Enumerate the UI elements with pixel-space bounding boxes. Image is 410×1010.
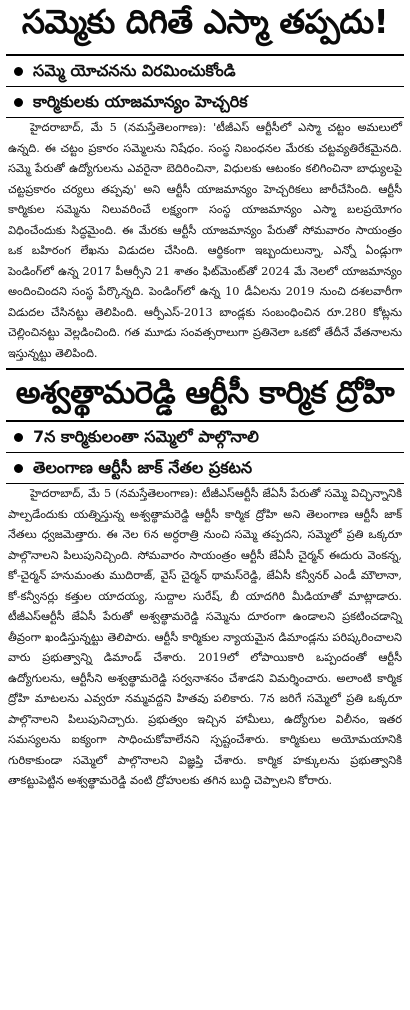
subheading xyxy=(6,453,404,483)
article-strike-esma xyxy=(6,2,404,364)
article-body xyxy=(6,484,404,792)
subheading-text: తెలంగాణ ఆర్టీసీ జాక్ నేతల ప్రకటన xyxy=(33,458,253,477)
body-paragraph: హైదరాబాద్, మే 5 (నమస్తేతెలంగాణ): 'టీజీఎస్ ఆర్టీసీలో ఎస్మా చట్టం అమలులో ఉన్నది. ఈ చట్టం ప్రకారం సమ్మెలను నిషేధం. సంస్థ నిబంధనల మేరకు చట్టవ్యతిరేకమైనది. సమ్మె పేరుతో ఉద్యోగులను ఎవరైనా బెదిరించినా, విధులకు ఆటంకం కలిగించినా బాధ్యులపై చట్టప్రకారం చర్యలు తప్పవు' అని ఆర్టీసీ యాజమాన్యం హెచ్చరికలు జారీచేసింది. ఆర్టీసీ కార్మికుల సమ్మెను నిలువరించే లక్ష్యంగా సంస్థ యాజమాన్యం ఎస్మా బలప్రయోగం విధించేందుకు సిద్ధమైంది. ఈ మేరకు ఆర్టీసీ యాజమాన్యం పేరుతో సోమవారం సాయంత్రం ఒక బహిరంగ లేఖను విడుదల చేసింది. ఆర్థికంగా ఇబ్బందులున్నా, ఎన్నో ఏండ్లుగా పెండింగ్‌లో ఉన్న 2017 పీఆర్సీని 21 శాతం ఫిట్‌మెంట్‌తో 2024 మే నెలలో యాజమాన్యం అందించిందని సంస్థ పేర్కొన్నది. పెండింగ్‌లో ఉన్న 10 డీఏలను 2019 నుంచి దశలవారీగా విడుదల చేసినట్టు తెలిపింది. ఆర్పీఎస్-2013 బాండ్లకు సంబంధించిన రూ.280 కోట్లను చెల్లించినట్టు వెల్లడించింది. గత మూడు సంవత్సరాలుగా ప్రతినెలా ఒకటో తేదీనే వేతనాలను ఇస్తున్నట్టు తెలిపింది. xyxy=(8,121,402,360)
article-union-leader xyxy=(6,370,404,792)
subheading xyxy=(6,87,404,117)
bullet-icon xyxy=(14,67,23,76)
subheading-text: సమ్మె యోచనను విరమించుకోండి xyxy=(33,61,236,80)
bullet-icon xyxy=(14,433,23,442)
newspaper-clipping xyxy=(0,2,410,1010)
bullet-icon xyxy=(14,464,23,473)
body-paragraph: హైదరాబాద్, మే 5 (నమస్తేతెలంగాణ): టీజీఎస్‌ఆర్టీసీ జేఏసీ పేరుతో సమ్మె విచ్ఛిన్నానికి పాల్పడేందుకు యత్నిస్తున్న అశ్వత్థామరెడ్డి ఆర్టీసీ కార్మిక ద్రోహి అని తెలంగాణ ఆర్టీసీ జాక్ నేతలు ధ్వజమెత్తారు. ఈ నెల 6న అర్ధరాత్రి నుంచి సమ్మె తప్పదని, సమ్మెలో ప్రతి ఒక్కరూ పాల్గొనాలని పిలుపునిచ్చింది. సోమవారం సాయంత్రం ఆర్టీసీ జేఏసీ చైర్మన్ ఈదురు వెంకన్న, కో-చైర్మన్ హనుమంతు ముదిరాజ్, వైస్ చైర్మన్ థామస్‌రెడ్డి, జేఏసీ కన్వీనర్ ఎండీ మౌలానా, కో-కన్వీనర్లు కత్తుల యాదయ్య, సుద్దాల సురేష్, బీ యాదగిరి మీడియాతో మాట్లాడారు. టీజీఎస్‌ఆర్టీసీ జేఏసీ పేరుతో అశ్వత్థామరెడ్డి సమ్మెను దూరంగా ఉండాలని ప్రకటించడాన్ని తీవ్రంగా ఖండిస్తున్నట్టు తెలిపారు. ఆర్టీసీ కార్మికుల న్యాయమైన డిమాండ్లను పరిష్కరించాలని వారు ప్రభుత్వాన్ని డిమాండ్ చేశారు. 2019లో లోపాయికారి ఒప్పందంతో ఆర్టీసీ ఉద్యోగులను, ఆర్టీసీని అశ్వత్థామరెడ్డి సర్వనాశనం చేశాడని విమర్శించారు. అలాంటి కార్మిక ద్రోహి మాటలను ఎవ్వరూ నమ్మవద్దని హితవు పలికారు. 7న జరిగే సమ్మెలో ప్రతి ఒక్కరూ పాల్గొనాలని పిలుపునిచ్చారు. ప్రభుత్వం ఇచ్చిన హామీలు, ఉద్యోగుల విలీనం, ఇతర సమస్యలను ఐక్యంగా సాధించుకోవాలేనని స్పష్టంచేశారు. కార్మికులు అయోమయానికి గురికాకుండా సమ్మెలో పాల్గొనాలని విజ్ఞప్తి చేశారు. కార్మిక హక్కులను ప్రభుత్వానికి తాకట్టుపెట్టిన అశ్వత్థామరెడ్డి వంటి ద్రోహులకు తగిన బుద్ధి చెప్పాలని కోరారు. xyxy=(8,487,402,787)
subheading xyxy=(6,56,404,86)
article-headline: సమ్మెకు దిగితే ఎస్మా తప్పదు! xyxy=(21,2,389,41)
article-body xyxy=(6,118,404,364)
article-headline: అశ్వత్థామరెడ్డి ఆర్టీసీ కార్మిక ద్రోహి xyxy=(15,375,395,411)
subheading-text: కార్మికులకు యాజమాన్యం హెచ్చరిక xyxy=(33,92,248,111)
bullet-icon xyxy=(14,98,23,107)
subheading-text: 7న కార్మికులంతా సమ్మెలో పాల్గొనాలి xyxy=(33,427,259,446)
subheading xyxy=(6,422,404,452)
